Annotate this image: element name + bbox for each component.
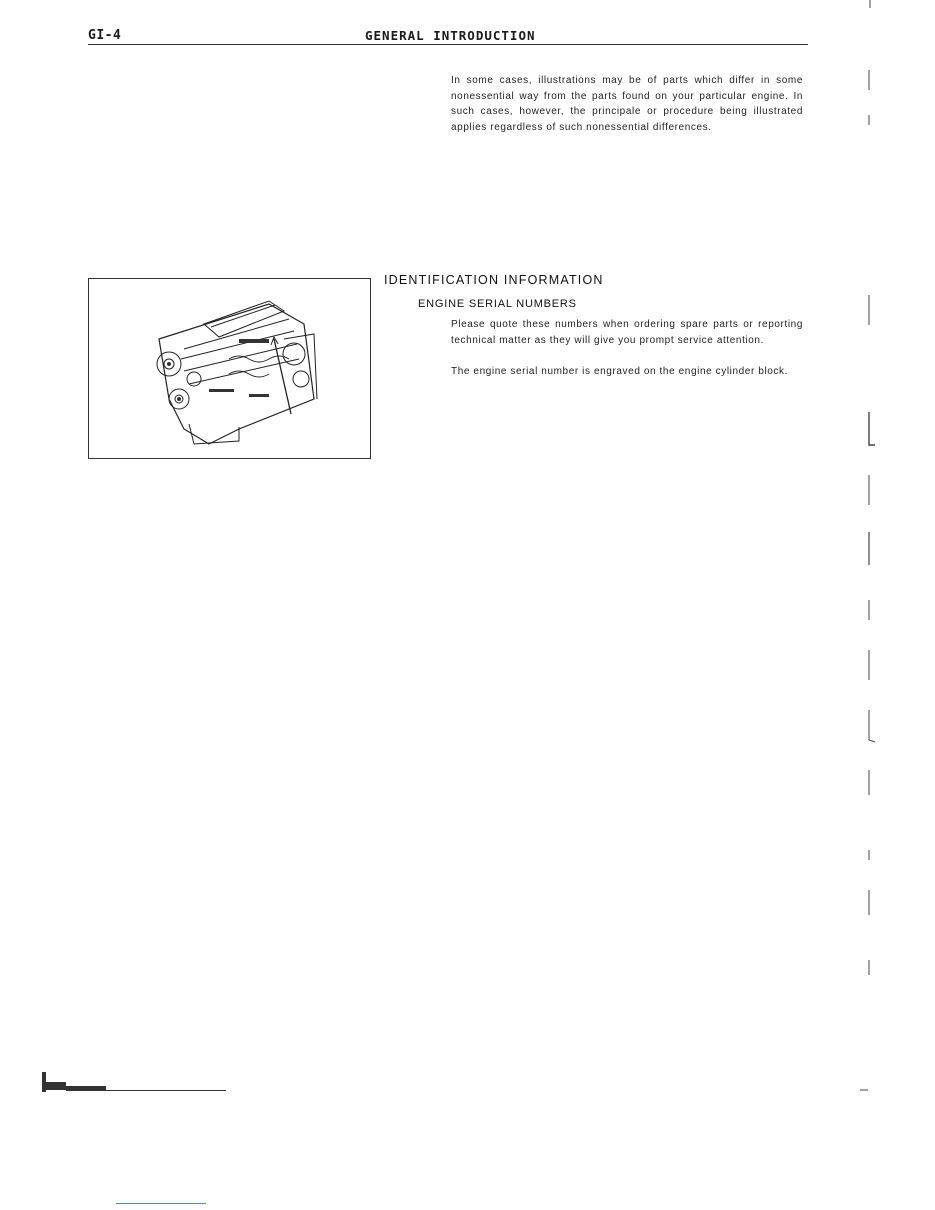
intro-paragraph: In some cases, illustrations may be of parts which differ in some nonessential way from the parts found on your particular engine. In such cases, however, the principale or procedure being illustrated applies regardless of such nonessential differences. (451, 75, 803, 133)
section-title: IDENTIFICATION INFORMATION (384, 273, 604, 287)
subsection-title: ENGINE SERIAL NUMBERS (418, 298, 577, 310)
engine-drawing (89, 279, 372, 460)
scan-smudge (40, 1068, 270, 1098)
body-paragraph: The engine serial number is engraved on the engine cylinder block. (451, 366, 789, 377)
bottom-link-line (116, 1203, 206, 1204)
body-paragraph: Please quote these numbers when ordering spare parts or reporting technical matter as they will give you prompt service attention. (451, 319, 803, 346)
header-rule (88, 44, 808, 45)
margin-scan-marks (835, 0, 935, 1210)
page-number: GI-4 (88, 28, 122, 43)
engine-illustration (88, 278, 371, 459)
header-title: GENERAL INTRODUCTION (365, 28, 536, 43)
